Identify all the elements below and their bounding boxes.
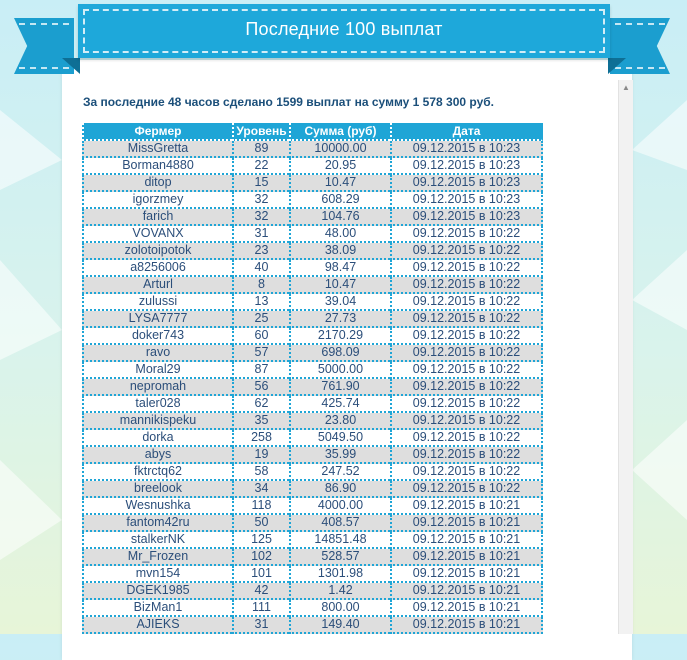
cell-amount: 1301.98 — [289, 566, 390, 583]
cell-date: 09.12.2015 в 10:21 — [390, 566, 543, 583]
cell-amount: 1.42 — [289, 583, 390, 600]
cell-date: 09.12.2015 в 10:21 — [390, 600, 543, 617]
cell-level: 32 — [232, 209, 289, 226]
column-header-date: Дата — [390, 123, 543, 141]
cell-date: 09.12.2015 в 10:22 — [390, 243, 543, 260]
cell-farmer: doker743 — [82, 328, 232, 345]
cell-level: 34 — [232, 481, 289, 498]
cell-farmer: mvn154 — [82, 566, 232, 583]
cell-amount: 425.74 — [289, 396, 390, 413]
cell-date: 09.12.2015 в 10:22 — [390, 481, 543, 498]
cell-farmer: farich — [82, 209, 232, 226]
cell-farmer: Moral29 — [82, 362, 232, 379]
page-title: Последние 100 выплат — [245, 19, 443, 39]
cell-date: 09.12.2015 в 10:22 — [390, 396, 543, 413]
cell-farmer: taler028 — [82, 396, 232, 413]
cell-level: 102 — [232, 549, 289, 566]
cell-date: 09.12.2015 в 10:21 — [390, 532, 543, 549]
cell-farmer: zolotoipotok — [82, 243, 232, 260]
cell-level: 101 — [232, 566, 289, 583]
cell-date: 09.12.2015 в 10:23 — [390, 209, 543, 226]
cell-farmer: Wesnushka — [82, 498, 232, 515]
cell-date: 09.12.2015 в 10:22 — [390, 311, 543, 328]
cell-amount: 408.57 — [289, 515, 390, 532]
cell-date: 09.12.2015 в 10:23 — [390, 141, 543, 158]
table-row — [82, 141, 543, 158]
cell-amount: 2170.29 — [289, 328, 390, 345]
cell-level: 60 — [232, 328, 289, 345]
table-row — [82, 481, 543, 498]
cell-amount: 698.09 — [289, 345, 390, 362]
cell-amount: 23.80 — [289, 413, 390, 430]
table-row — [82, 175, 543, 192]
cell-farmer: BizMan1 — [82, 600, 232, 617]
cell-amount: 10.47 — [289, 175, 390, 192]
cell-amount: 761.90 — [289, 379, 390, 396]
cell-level: 25 — [232, 311, 289, 328]
table-row — [82, 617, 543, 634]
cell-level: 111 — [232, 600, 289, 617]
table-row — [82, 192, 543, 209]
cell-date: 09.12.2015 в 10:22 — [390, 226, 543, 243]
table-row — [82, 600, 543, 617]
cell-date: 09.12.2015 в 10:21 — [390, 515, 543, 532]
cell-date: 09.12.2015 в 10:21 — [390, 583, 543, 600]
cell-level: 22 — [232, 158, 289, 175]
table-row — [82, 226, 543, 243]
column-header-level: Уровень — [232, 123, 289, 141]
cell-level: 62 — [232, 396, 289, 413]
table-row — [82, 311, 543, 328]
cell-level: 23 — [232, 243, 289, 260]
table-row — [82, 498, 543, 515]
cell-date: 09.12.2015 в 10:23 — [390, 175, 543, 192]
table-row — [82, 345, 543, 362]
cell-amount: 608.29 — [289, 192, 390, 209]
cell-farmer: breelook — [82, 481, 232, 498]
table-row — [82, 277, 543, 294]
cell-level: 19 — [232, 447, 289, 464]
table-row — [82, 294, 543, 311]
cell-amount: 104.76 — [289, 209, 390, 226]
table-row — [82, 260, 543, 277]
cell-farmer: igorzmey — [82, 192, 232, 209]
cell-farmer: abys — [82, 447, 232, 464]
cell-date: 09.12.2015 в 10:22 — [390, 345, 543, 362]
cell-farmer: a8256006 — [82, 260, 232, 277]
cell-level: 125 — [232, 532, 289, 549]
cell-amount: 35.99 — [289, 447, 390, 464]
cell-level: 35 — [232, 413, 289, 430]
column-header-farmer: Фермер — [82, 123, 232, 141]
cell-date: 09.12.2015 в 10:23 — [390, 158, 543, 175]
cell-level: 31 — [232, 226, 289, 243]
table-row — [82, 532, 543, 549]
cell-amount: 98.47 — [289, 260, 390, 277]
title-ribbon — [78, 4, 610, 58]
cell-amount: 10.47 — [289, 277, 390, 294]
cell-date: 09.12.2015 в 10:22 — [390, 362, 543, 379]
cell-level: 42 — [232, 583, 289, 600]
cell-amount: 39.04 — [289, 294, 390, 311]
cell-date: 09.12.2015 в 10:22 — [390, 294, 543, 311]
cell-date: 09.12.2015 в 10:22 — [390, 328, 543, 345]
payout-rows — [82, 141, 543, 634]
cell-date: 09.12.2015 в 10:22 — [390, 260, 543, 277]
table-row — [82, 158, 543, 175]
cell-date: 09.12.2015 в 10:23 — [390, 192, 543, 209]
cell-amount: 800.00 — [289, 600, 390, 617]
table-row — [82, 396, 543, 413]
cell-amount: 14851.48 — [289, 532, 390, 549]
table-row — [82, 549, 543, 566]
cell-amount: 528.57 — [289, 549, 390, 566]
table-row — [82, 447, 543, 464]
cell-farmer: ditop — [82, 175, 232, 192]
table-row — [82, 362, 543, 379]
cell-farmer: fantom42ru — [82, 515, 232, 532]
cell-farmer: ravo — [82, 345, 232, 362]
cell-amount: 27.73 — [289, 311, 390, 328]
cell-farmer: VOVANX — [82, 226, 232, 243]
cell-amount: 38.09 — [289, 243, 390, 260]
cell-level: 258 — [232, 430, 289, 447]
cell-date: 09.12.2015 в 10:22 — [390, 379, 543, 396]
table-row — [82, 209, 543, 226]
cell-level: 15 — [232, 175, 289, 192]
table-row — [82, 464, 543, 481]
cell-level: 8 — [232, 277, 289, 294]
cell-level: 50 — [232, 515, 289, 532]
table-row — [82, 328, 543, 345]
cell-farmer: fktrctq62 — [82, 464, 232, 481]
cell-amount: 5049.50 — [289, 430, 390, 447]
cell-amount: 149.40 — [289, 617, 390, 634]
cell-farmer: Arturl — [82, 277, 232, 294]
cell-farmer: Borman4880 — [82, 158, 232, 175]
cell-farmer: stalkerNK — [82, 532, 232, 549]
vertical-scrollbar[interactable] — [618, 80, 633, 634]
table-row — [82, 583, 543, 600]
table-row — [82, 243, 543, 260]
cell-farmer: Mr_Frozen — [82, 549, 232, 566]
cell-level: 40 — [232, 260, 289, 277]
table-row — [82, 379, 543, 396]
payout-summary: За последние 48 часов сделано 1599 выплат на сумму 1 578 300 руб. — [83, 95, 494, 109]
cell-level: 118 — [232, 498, 289, 515]
column-header-amount: Сумма (руб) — [289, 123, 390, 141]
table-row — [82, 413, 543, 430]
cell-farmer: zulussi — [82, 294, 232, 311]
cell-date: 09.12.2015 в 10:21 — [390, 617, 543, 634]
cell-level: 31 — [232, 617, 289, 634]
cell-amount: 10000.00 — [289, 141, 390, 158]
cell-level: 13 — [232, 294, 289, 311]
table-row — [82, 515, 543, 532]
cell-farmer: LYSA7777 — [82, 311, 232, 328]
cell-farmer: AJIEKS — [82, 617, 232, 634]
cell-date: 09.12.2015 в 10:22 — [390, 277, 543, 294]
cell-level: 56 — [232, 379, 289, 396]
cell-amount: 86.90 — [289, 481, 390, 498]
cell-level: 87 — [232, 362, 289, 379]
cell-date: 09.12.2015 в 10:22 — [390, 464, 543, 481]
cell-amount: 4000.00 — [289, 498, 390, 515]
cell-farmer: dorka — [82, 430, 232, 447]
cell-date: 09.12.2015 в 10:22 — [390, 447, 543, 464]
cell-date: 09.12.2015 в 10:22 — [390, 413, 543, 430]
cell-level: 58 — [232, 464, 289, 481]
payouts-table — [82, 123, 543, 634]
cell-level: 57 — [232, 345, 289, 362]
cell-amount: 247.52 — [289, 464, 390, 481]
cell-farmer: mannikispeku — [82, 413, 232, 430]
cell-farmer: DGEK1985 — [82, 583, 232, 600]
scroll-up-arrow-icon[interactable]: ▲ — [622, 83, 630, 92]
cell-amount: 48.00 — [289, 226, 390, 243]
cell-date: 09.12.2015 в 10:21 — [390, 549, 543, 566]
cell-level: 89 — [232, 141, 289, 158]
cell-farmer: MissGretta — [82, 141, 232, 158]
table-header-row — [82, 123, 543, 141]
cell-farmer: nepromah — [82, 379, 232, 396]
cell-date: 09.12.2015 в 10:21 — [390, 498, 543, 515]
cell-amount: 5000.00 — [289, 362, 390, 379]
cell-amount: 20.95 — [289, 158, 390, 175]
cell-level: 32 — [232, 192, 289, 209]
cell-date: 09.12.2015 в 10:22 — [390, 430, 543, 447]
table-row — [82, 430, 543, 447]
table-row — [82, 566, 543, 583]
